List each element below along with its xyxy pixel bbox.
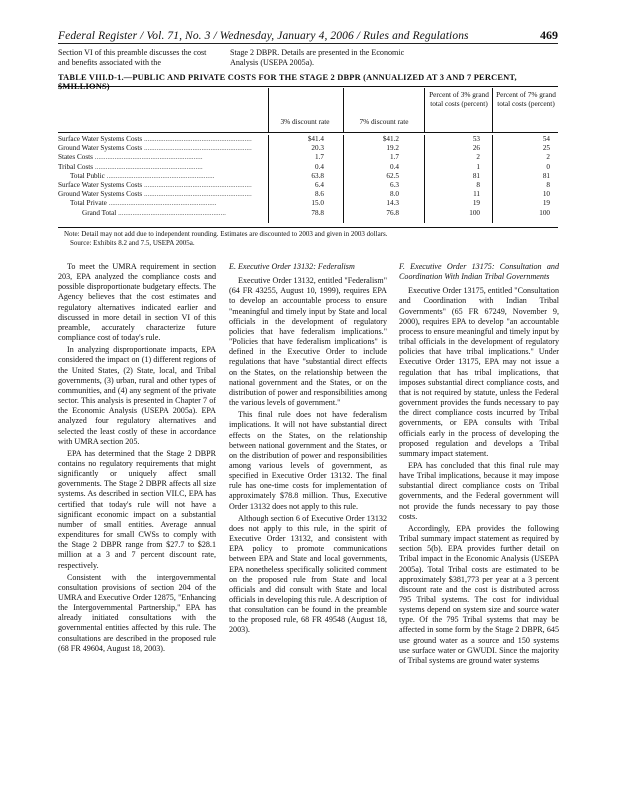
row-label-text: Total Public — [70, 171, 105, 180]
table-title: TABLE VIII.D-1.—PUBLIC AND PRIVATE COSTS FOR THE STAGE 2 DBPR (ANNUALIZED AT 3 AND 7 PERCENT, $MILLIONS) — [58, 73, 517, 91]
header-7pct-rate: 7% discount rate — [359, 117, 409, 126]
header-7pct-share: Percent of 7% grand total costs (percent) — [496, 90, 556, 108]
section-heading: F. Executive Order 13175: Consultation and Coordination With Indian Tribal Governments — [399, 262, 559, 282]
table-row — [58, 199, 558, 208]
header-rule — [58, 43, 558, 44]
cell-p3: 19 — [472, 199, 480, 208]
paragraph: Accordingly, EPA provides the following Tribal summary impact statement as required by section 5(b). EPA provides further detail on Tribal impact in the Economic Analysis (USEPA 2005a). Total Tribal costs are estimated to be approximately $381,773 per year at a 3 percent discount rate and the cost is distributed across 795 Tribal systems. The cost for individual systems depend on system size and source water type. Of the 795 Tribal systems that may be affected in some form by the Stage 2 DBPR, 645 use ground water as a source and 150 systems use surface water or GWUDI. Since the majority of Tribal systems are ground water systems — [399, 523, 559, 665]
cell-p7: 2 — [546, 153, 550, 162]
paragraph: In analyzing disproportionate impacts, EPA considered the impact on (1) different regions of the United States, (2) State, local, and Tribal governments, (3) urban, rural and other types of communities, and (4) any segment of the private sector. This analysis is presented in Chapter 7 of the Economic Analysis (USEPA 2005a). EPA analyzed four regulatory alternatives and selected the least costly of these in accordance with UMRA section 205. — [58, 345, 216, 446]
row-label-text: Grand Total — [82, 208, 117, 217]
row-label — [58, 190, 268, 198]
cell-p7: 0 — [546, 162, 550, 171]
cell-p7: 10 — [542, 190, 550, 199]
table-note-line: Note: Detail may not add due to independent rounding. Estimates are discounted to 2003 and given in 2003 dollars. — [64, 230, 388, 238]
leader-dots: ............................................................ — [92, 153, 203, 162]
paragraph: Executive Order 13132, entitled "Federalism" (64 FR 43255, August 10, 1999), requires EPA to develop an accountable process to ensure "meaningful and timely input by State and local officials in the development of regulatory policies that have federalism implications." "Policies that have federalism implications" is defined in the Executive Order to include regulations that have "substantial direct effects on the States, on the relationship between the national government and the States, or on the distribution of power and responsibilities among the various levels of government." — [229, 276, 387, 408]
leader-dots: ............................................................ — [93, 162, 203, 171]
cell-v3: 15.0 — [311, 199, 324, 208]
row-label-text: Ground Water Systems Costs — [58, 190, 143, 199]
leader-dots: ............................................................ — [142, 190, 252, 199]
table-row — [58, 144, 558, 153]
leader-dots: ............................................................ — [104, 171, 215, 180]
cell-p7: 19 — [542, 199, 550, 208]
cell-v3: 63.8 — [311, 171, 324, 180]
cell-v3: 1.7 — [315, 153, 324, 162]
paragraph: EPA has concluded that this final rule may have Tribal implications, because it may impose substantial direct compliance costs on Tribal governments, and the Federal government will not provide the funds necessary to pay those costs. — [399, 460, 559, 521]
cell-p7: 54 — [542, 135, 550, 143]
cell-v3: 78.8 — [311, 208, 324, 217]
cell-p3: 81 — [472, 171, 480, 180]
page-number: 469 — [540, 28, 558, 42]
cell-v7: 76.8 — [386, 208, 399, 217]
leader-dots: ............................................................ — [106, 199, 217, 208]
table-row — [58, 163, 558, 172]
row-label — [58, 172, 280, 180]
row-label-text: Ground Water Systems Costs — [58, 144, 143, 153]
table-note — [64, 230, 554, 248]
table-row — [58, 181, 558, 190]
header-divider — [268, 88, 269, 132]
table-header-rule — [58, 132, 558, 133]
cell-v3: $41.4 — [307, 135, 324, 143]
leader-dots: ............................................................ — [142, 181, 252, 189]
paragraph: Although section 6 of Executive Order 13132 does not apply to this rule, in the spirit of Executive Order 13132, and consistent with EPA policy to promote communications between EPA and State and local governments, EPA nonetheless specifically solicited comment on the proposed rule from State and local officials and did consult with State and local officials in developing this rule. A description of that consultation can be found in the preamble to the proposed rule, 68 FR 49548 (August 18, 2003). — [229, 513, 387, 635]
cell-p7: 25 — [542, 144, 550, 153]
cell-p7: 8 — [546, 181, 550, 189]
cell-p3: 1 — [476, 162, 480, 171]
cell-v7: 62.5 — [386, 171, 399, 180]
table-row — [58, 135, 558, 144]
cell-p7: 100 — [539, 208, 550, 217]
cell-v7: 14.3 — [386, 199, 399, 208]
header-3pct-rate: 3% discount rate — [280, 117, 330, 126]
table-row — [58, 153, 558, 162]
table-source-line: Source: Exhibits 8.2 and 7.5, USEPA 2005a. — [70, 239, 195, 247]
row-label-text: Total Private — [70, 199, 107, 208]
cell-p3: 11 — [473, 190, 480, 199]
paragraph: Executive Order 13175, entitled "Consultation and Coordination with Indian Tribal Governments" (65 FR 67249, November 9, 2000), requires EPA to develop "an accountable process to ensure meaningful and timely input by tribal officials in the development of regulatory policies that have tribal implications." Under Executive Order 13175, EPA may not issue a regulation that has tribal implications, that imposes substantial direct compliance costs, and that is not required by statute, unless the Federal government provides the funds necessary to pay the direct compliance costs incurred by Tribal governments, or EPA consults with Tribal officials early in the process of developing the proposed regulation and develops a Tribal summary impact statement. — [399, 286, 559, 458]
row-label — [58, 199, 280, 207]
cell-v7: 19.2 — [386, 144, 399, 153]
header-divider — [343, 88, 344, 132]
table-row — [58, 172, 558, 181]
intro-right-text: Stage 2 DBPR. Details are presented in the Economic Analysis (USEPA 2005a). — [230, 48, 405, 67]
row-label-text: Tribal Costs — [58, 162, 94, 171]
running-head: Federal Register / Vol. 71, No. 3 / Wednesday, January 4, 2006 / Rules and Regulations — [58, 30, 469, 42]
leader-dots: ............................................................ — [142, 144, 252, 153]
cell-p3: 2 — [476, 153, 480, 162]
cell-p3: 26 — [472, 144, 480, 153]
row-label-text: Surface Water Systems Costs — [58, 135, 143, 143]
cell-v7: 1.7 — [390, 153, 399, 162]
leader-dots: ............................................................ — [142, 135, 252, 143]
table-header — [58, 88, 558, 132]
table-top-rule — [58, 86, 558, 87]
paragraph: To meet the UMRA requirement in section 203, EPA analyzed the compliance costs and possible disproportionate budgetary effects. The Agency believes that the cost estimates and regulatory alternatives indicated earlier and discussed in more detail in section VI of this preamble, accurately characterize future compliance cost of today's rule. — [58, 262, 216, 343]
cell-p7: 81 — [542, 171, 550, 180]
cell-v3: 20.3 — [311, 144, 324, 153]
row-label — [58, 144, 268, 152]
cell-v3: 8.6 — [315, 190, 324, 199]
row-label — [58, 209, 292, 217]
paragraph: Consistent with the intergovernmental consultation provisions of section 204 of the UMRA and Executive Order 12875, "Enhancing the Intergovernmental Partnership," EPA has already initiated consultations with the governmental entities affected by this rule. The consultations are described in the proposed rule (68 FR 49604, August 18, 2003). — [58, 572, 216, 653]
row-label — [58, 135, 268, 143]
cell-v7: 6.3 — [390, 181, 399, 189]
row-label — [58, 163, 268, 171]
paragraph: This final rule does not have federalism implications. It will not have substantial direct effects on the States, on the relationship between national government and the States, or on the distribution of power and responsibilities among various levels of government, as specified in Executive Order 13132. The final rule has one-time costs for implementation of approximately $78.8 million. Thus, Executive Order 13132 does not apply to this rule. — [229, 410, 387, 511]
column-1 — [58, 262, 216, 656]
column-3 — [399, 262, 559, 668]
row-label-text: Surface Water Systems Costs — [58, 181, 143, 189]
page-header — [58, 28, 558, 43]
cell-v3: 0.4 — [315, 162, 324, 171]
header-divider — [492, 88, 493, 132]
table-bottom-rule — [58, 227, 558, 228]
leader-dots: ............................................................ — [116, 208, 226, 217]
table-row — [58, 190, 558, 199]
cell-v3: 6.4 — [315, 181, 324, 189]
paragraph: EPA has determined that the Stage 2 DBPR contains no regulatory requirements that might significantly or uniquely affect small governments. The Stage 2 DBPR affects all size systems. As described in section VII.C, EPA has certified that today's rule will not have a significant economic impact on a substantial number of small entities. Average annual expenditures for small CWSs to comply with the Stage 2 DBPR range from $27.7 to $28.1 million at a 3 and 7 percent discount rate, respectively. — [58, 448, 216, 570]
cell-p3: 53 — [472, 135, 480, 143]
cell-v7: 8.0 — [390, 190, 399, 199]
row-label-text: States Costs — [58, 153, 93, 162]
cell-v7: $41.2 — [382, 135, 399, 143]
row-label — [58, 181, 268, 189]
cell-v7: 0.4 — [390, 162, 399, 171]
intro-left-text: Section VI of this preamble discusses the cost and benefits associated with the — [58, 48, 207, 67]
row-label — [58, 153, 268, 161]
header-3pct-share: Percent of 3% grand total costs (percent) — [429, 90, 489, 108]
section-heading: E. Executive Order 13132: Federalism — [229, 262, 355, 271]
column-2 — [229, 262, 387, 638]
header-divider — [424, 88, 425, 132]
cell-p3: 8 — [476, 181, 480, 189]
table-row — [58, 209, 558, 218]
cell-p3: 100 — [469, 208, 480, 217]
